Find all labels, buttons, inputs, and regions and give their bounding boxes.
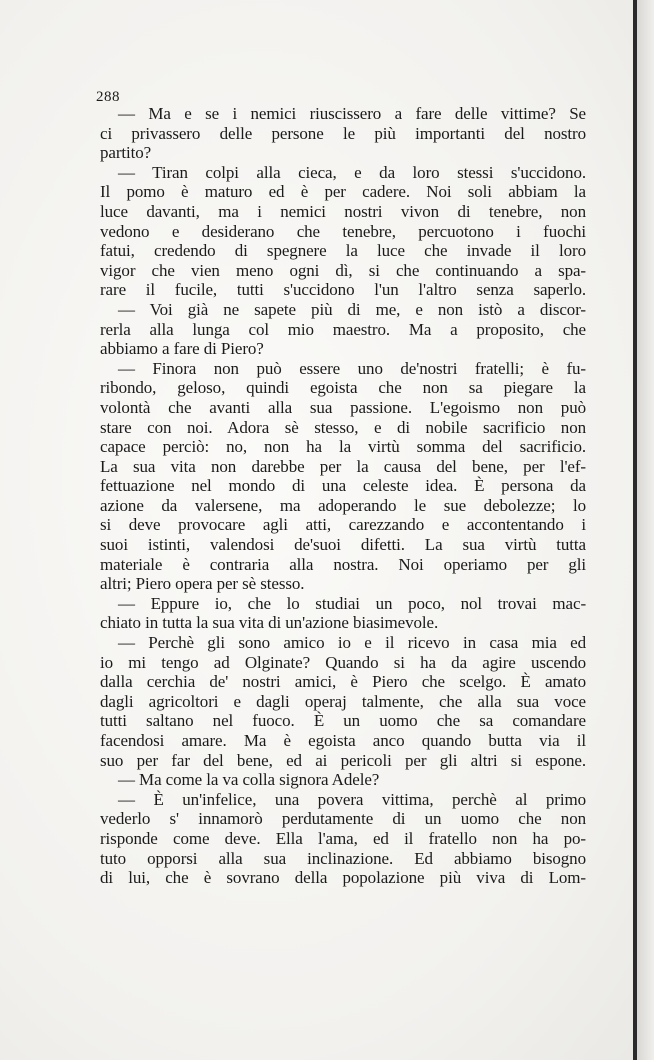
text-line: suo per far del bene, ed ai pericoli per gli altri si espone. [100,750,586,770]
text-line: vigor che vien meno ogni dì, si che continuando a spa- [100,260,586,280]
text-line: suoi istinti, valendosi de'suoi difetti. La sua virtù tutta [100,535,586,555]
text-line: — Ma come la va colla signora Adele? [118,770,380,790]
text-line: abbiamo a fare di Piero? [100,339,264,359]
text-line: io mi tengo ad Olginate? Quando si ha da agire uscendo [100,652,586,672]
text-line: facendosi amare. Ma è egoista anco quando butta via il [100,731,586,750]
text-line: risponde come deve. Ella l'ama, ed il fratello non ha po- [100,828,586,848]
text-line: di lui, che è sovrano della popolazione più viva di Lom- [100,868,586,888]
text-line: tuto opporsi alla sua inclinazione. Ed abbiamo bisogno [100,848,586,868]
text-line: — È un'infelice, una povera vittima, perchè al primo [118,789,586,809]
text-line: — Eppure io, che lo studiai un poco, nol trovai mac- [118,593,586,613]
text-line: volontà che avanti alla sua passione. L'egoismo non può [100,397,586,417]
text-line: chiato in tutta la sua vita di un'azione biasimevole. [100,613,439,633]
text-line: — Perchè gli sono amico io e il ricevo in casa mia ed [118,633,586,653]
text-line: si deve provocare agli atti, carezzando e accontentando i [100,515,586,535]
text-line: — Voi già ne sapete più di me, e non istò a discor- [118,299,586,319]
text-line: tutti saltano nel fuoco. È un uomo che sa comandare [100,711,586,731]
text-line: vederlo s' innamorò perdutamente di un uomo che non [100,809,586,829]
text-line: rare il fucile, tutti s'uccidono l'un l'altro senza saperlo. [100,280,586,300]
text-line: dagli agricoltori e dagli operaj talmente, che alla sua voce [100,691,586,711]
text-line: ci privassero delle persone le più importanti del nostro [100,123,586,143]
text-line: vedono e desiderano che tenebre, percuotono i fuochi [100,221,586,241]
text-line: Il pomo è maturo ed è per cadere. Noi soli abbiam la [100,182,586,202]
text-line: ribondo, geloso, quindi egoista che non sa piegare la [100,378,586,398]
page-edge-shadow [637,0,654,1060]
text-line: luce davanti, ma i nemici nostri vivon di tenebre, non [100,201,586,221]
text-line: rerla alla lunga col mio maestro. Ma a proposito, che [100,319,586,339]
text-line: partito? [100,143,152,163]
text-line: materiale è contraria alla nostra. Noi operiamo per gli [100,554,586,574]
text-line: — Ma e se i nemici riuscissero a fare delle vittime? Se [118,104,586,123]
text-line: azione da valersene, ma adoperando le sue debolezze; lo [100,495,586,515]
text-line: stare con noi. Adora sè stesso, e di nobile sacrificio non [100,417,586,437]
text-line: fatui, credendo di spegnere la luce che invade il loro [100,241,586,261]
text-line: — Tiran colpi alla cieca, e da loro stessi s'uccidono. [118,162,586,182]
page-number: 288 [96,89,120,105]
text-line: capace perciò: no, non ha la virtù somma del sacrificio. [100,437,586,457]
body-text [100,104,586,888]
text-line: La sua vita non darebbe per la causa del bene, per l'ef- [100,456,586,476]
text-line: — Finora non può essere uno de'nostri fratelli; è fu- [118,358,586,378]
text-line: dalla cerchia de' nostri amici, è Piero che scelgo. È amato [100,672,586,692]
text-line: altri; Piero opera per sè stesso. [100,574,305,594]
text-line: fettuazione nel mondo di una celeste idea. È persona da [100,476,586,496]
